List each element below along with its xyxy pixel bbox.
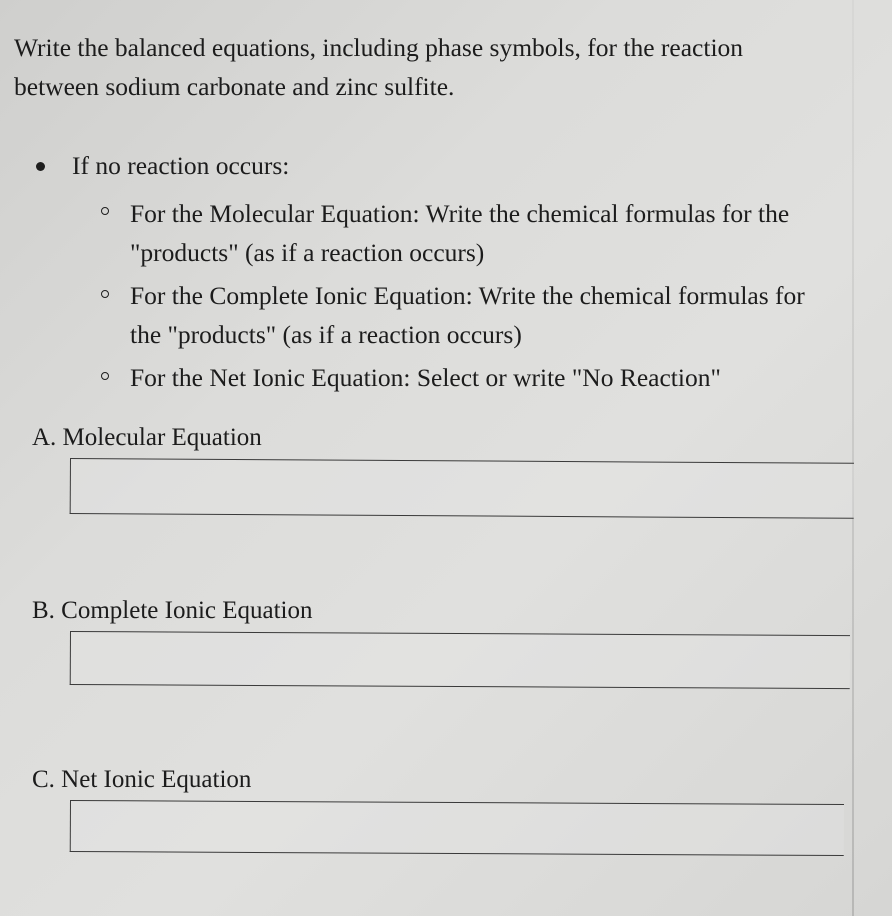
subitem-3-line-1: For the Net Ionic Equation: Select or write "No Reaction" [130, 363, 721, 392]
section-a-label: A. Molecular Equation [32, 424, 262, 451]
bullet-label: If no reaction occurs: [72, 151, 290, 180]
complete-ionic-equation-input[interactable] [70, 631, 850, 689]
bullet-dot-icon [36, 162, 45, 171]
sub-bullet-circle-icon [101, 207, 109, 215]
subitem-1-line-2: "products" (as if a reaction occurs) [130, 238, 485, 267]
sub-bullet-circle-icon [101, 372, 109, 380]
subitem-2-line-1: For the Complete Ionic Equation: Write the chemical formulas for [130, 281, 805, 310]
sub-bullet-circle-icon [101, 290, 109, 298]
molecular-equation-input[interactable] [70, 458, 854, 519]
section-b-label: B. Complete Ionic Equation [32, 597, 313, 624]
subitem-1-line-1: For the Molecular Equation: Write the chemical formulas for the [130, 199, 790, 228]
subitem-2-line-2: the "products" (as if a reaction occurs) [130, 320, 522, 349]
prompt-line-1: Write the balanced equations, including phase symbols, for the reaction [14, 33, 744, 62]
net-ionic-equation-input[interactable] [70, 800, 844, 856]
page-edge [852, 0, 854, 916]
section-c-label: C. Net Ionic Equation [32, 766, 252, 793]
prompt-line-2: between sodium carbonate and zinc sulfite. [14, 72, 455, 101]
